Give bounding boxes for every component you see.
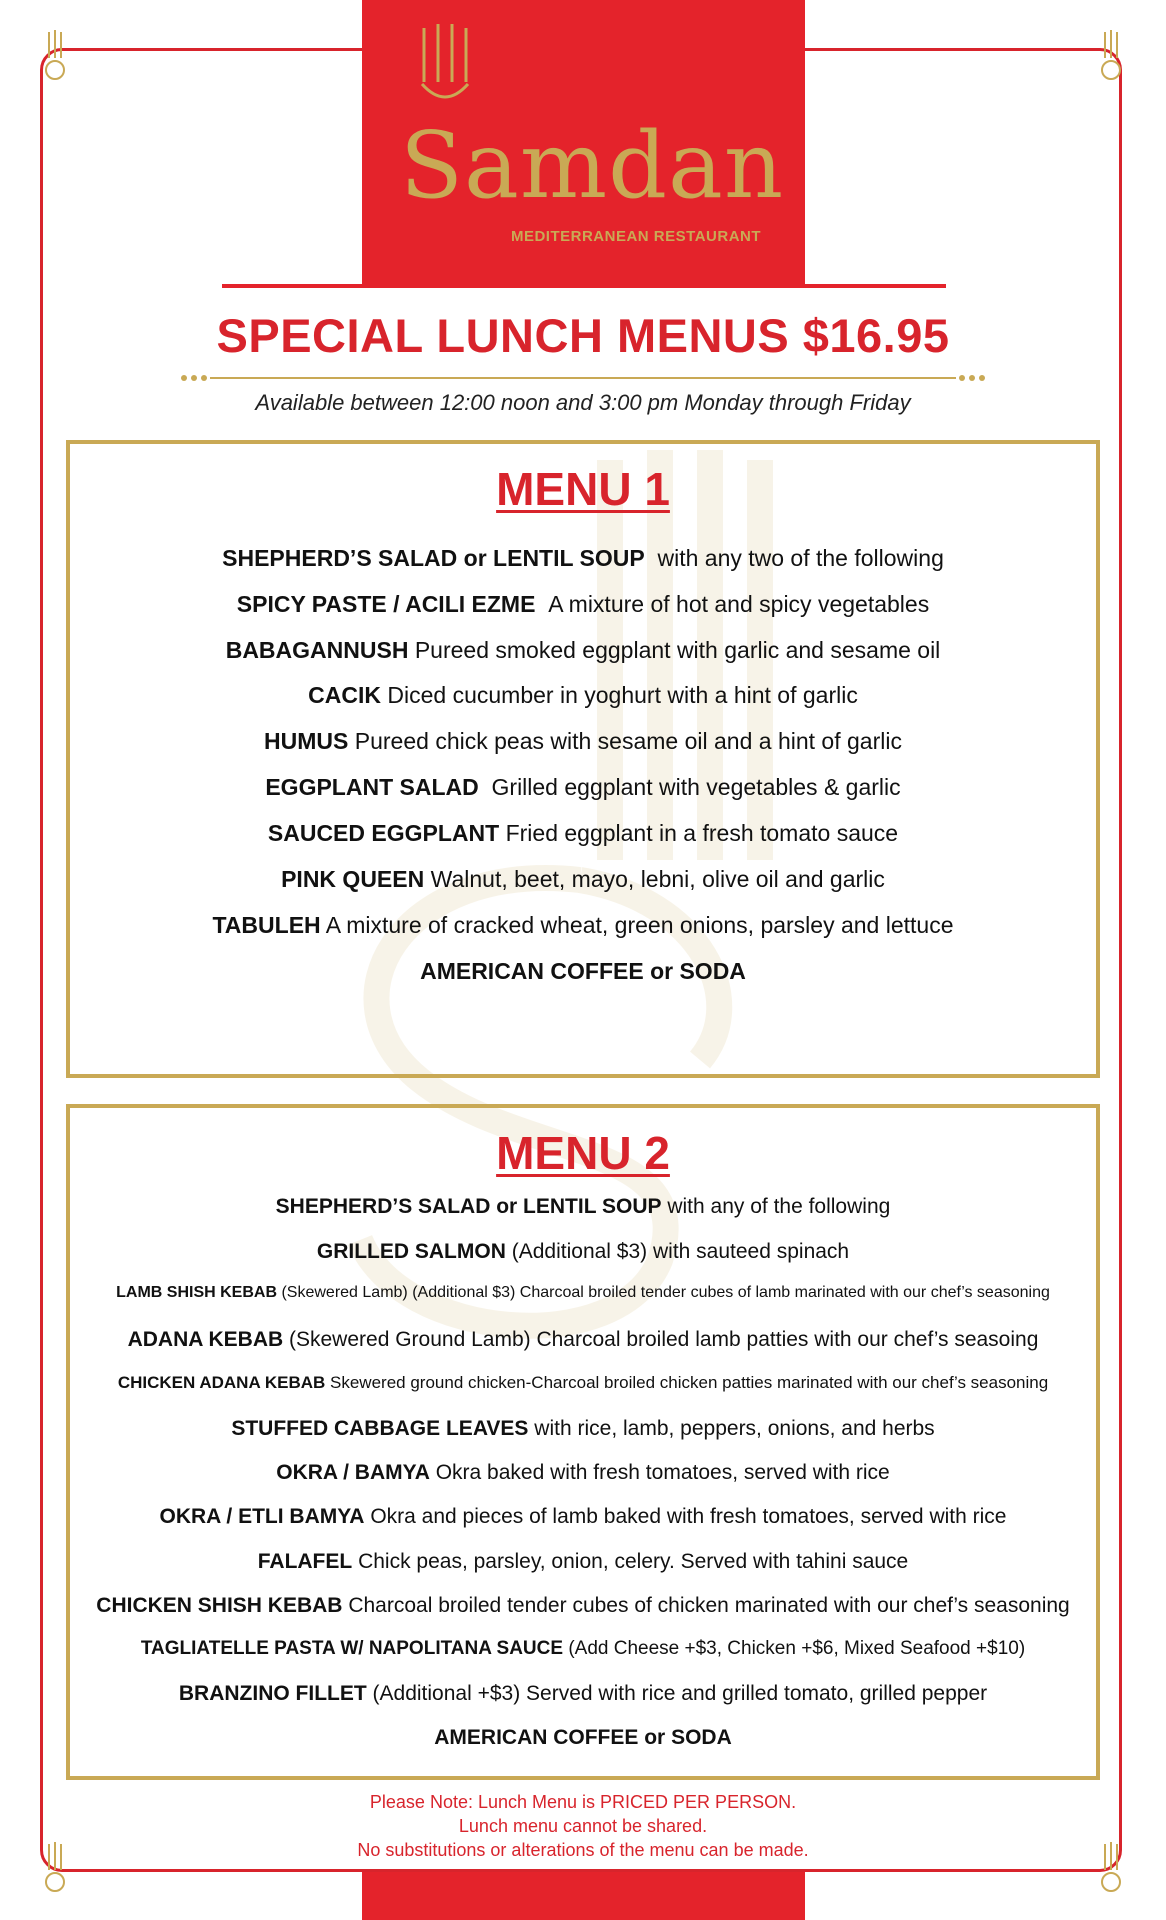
list-item: STUFFED CABBAGE LEAVES with rice, lamb, peppers, onions, and herbs: [231, 1417, 935, 1440]
list-item: CHICKEN SHISH KEBAB Charcoal broiled tender cubes of chicken marinated with our chef’s seasoning: [96, 1594, 1070, 1617]
list-item: TABULEH A mixture of cracked wheat, green onions, parsley and lettuce: [212, 912, 954, 938]
list-item: BRANZINO FILLET (Additional +$3) Served with rice and grilled tomato, grilled pepper: [178, 1682, 988, 1705]
list-item: CHICKEN ADANA KEBAB Skewered ground chicken-Charcoal broiled chicken patties marinated with our chef’s seasoning: [117, 1373, 1049, 1392]
list-item: LAMB SHISH KEBAB (Skewered Lamb) (Additional $3) Charcoal broiled tender cubes of lamb marinated with our chef’s seasoning: [116, 1284, 1050, 1301]
note-line: Please Note: Lunch Menu is PRICED PER PERSON.: [369, 1792, 797, 1812]
menu-2-heading: MENU 2: [496, 1127, 670, 1179]
list-item: GRILLED SALMON (Additional $3) with sauteed spinach: [316, 1240, 850, 1263]
list-item: ADANA KEBAB (Skewered Ground Lamb) Charcoal broiled lamb patties with our chef’s seasoing: [127, 1328, 1039, 1351]
list-item: BABAGANNUSH Pureed smoked eggplant with garlic and sesame oil: [225, 637, 941, 663]
note-line: No substitutions or alterations of the menu can be made.: [357, 1840, 809, 1860]
list-item: HUMUS Pureed chick peas with sesame oil and a hint of garlic: [264, 728, 902, 754]
corner-ornament-icon: [40, 28, 70, 88]
list-item: SHEPHERD’S SALAD or LENTIL SOUP with any of the following: [275, 1195, 891, 1218]
list-item: SAUCED EGGPLANT Fried eggplant in a fresh tomato sauce: [267, 820, 899, 846]
list-item: AMERICAN COFFEE or SODA: [420, 958, 746, 984]
list-item: EGGPLANT SALAD Grilled eggplant with vegetables & garlic: [265, 774, 901, 800]
brand-tagline: MEDITERRANEAN RESTAURANT: [510, 228, 762, 245]
header-divider: [222, 284, 946, 288]
note-line: Lunch menu cannot be shared.: [458, 1816, 708, 1836]
footer-banner: [362, 1872, 805, 1920]
list-item: SHEPHERD’S SALAD or LENTIL SOUP with any two of the following: [222, 545, 944, 571]
list-item: FALAFEL Chick peas, parsley, onion, celery. Served with tahini sauce: [257, 1550, 909, 1573]
fork-logo-icon: [416, 22, 478, 112]
list-item: AMERICAN COFFEE or SODA: [434, 1726, 732, 1749]
availability-text: Available between 12:00 noon and 3:00 pm Monday through Friday: [255, 390, 911, 415]
list-item: PINK QUEEN Walnut, beet, mayo, lebni, olive oil and garlic: [281, 866, 885, 892]
list-item: SPICY PASTE / ACILI EZME A mixture of hot and spicy vegetables: [236, 591, 930, 617]
page-title: SPECIAL LUNCH MENUS $16.95: [216, 309, 950, 362]
brand-logo: Samdan: [400, 112, 785, 219]
list-item: OKRA / ETLI BAMYA Okra and pieces of lamb baked with fresh tomatoes, served with rice: [159, 1505, 1007, 1528]
list-item: CACIK Diced cucumber in yoghurt with a hint of garlic: [308, 682, 858, 708]
corner-ornament-icon: [1096, 28, 1126, 88]
menu-1-heading: MENU 1: [496, 463, 670, 515]
list-item: TAGLIATELLE PASTA W/ NAPOLITANA SAUCE (Add Cheese +$3, Chicken +$6, Mixed Seafood +$10): [140, 1638, 1026, 1659]
title-underline: [180, 372, 986, 384]
list-item: OKRA / BAMYA Okra baked with fresh tomatoes, served with rice: [276, 1461, 890, 1484]
